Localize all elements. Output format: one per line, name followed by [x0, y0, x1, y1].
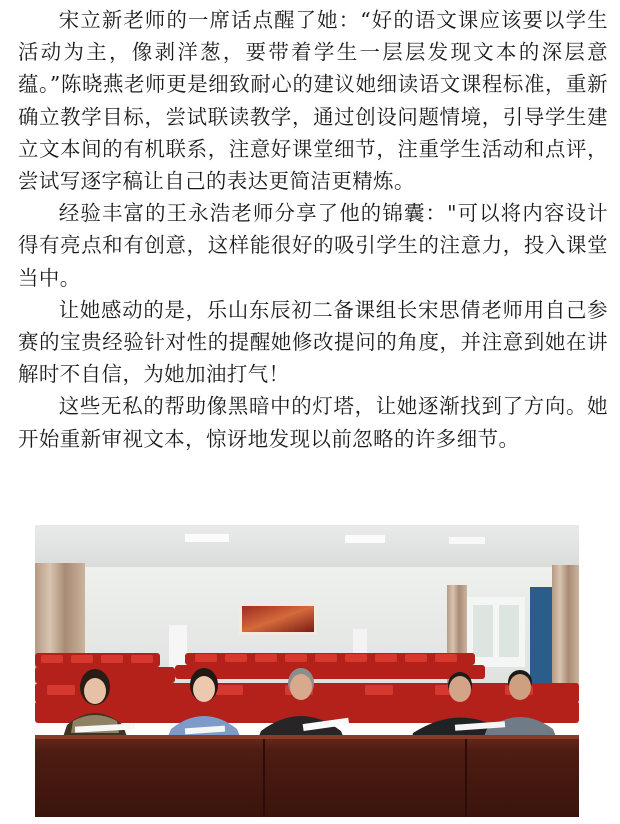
meeting-room-photo [35, 525, 579, 817]
paragraph-2: 经验丰富的王永浩老师分享了他的锦囊："可以将内容设计得有亮点和有创意，这样能很好的吸引学生的注意力，投入课堂当中。 [18, 201, 608, 290]
paragraph-3: 让她感动的是，乐山东辰初二备课组长宋思倩老师用自己参赛的宝贵经验针对性的提醒她修改提问的角度，并注意到她在讲解时不自信，为她加油打气！ [18, 297, 608, 387]
article-body [18, 4, 608, 455]
paragraph-1: 宋立新老师的一席话点醒了她：“好的语文课应该要以学生活动为主，像剥洋葱，要带着学生一层层发现文本的深层意蕴。”陈晓燕老师更是细致耐心的建议她细读语文课程标准，重新确立教学目标，尝试联读教学，通过创设问题情境，引导学生建立文本间的有机联系，注意好课堂细节，注重学生活动和点评，尝试写逐字稿让自己的表达更简洁更精炼。 [18, 8, 608, 194]
paragraph-4: 这些无私的帮助像黑暗中的灯塔，让她逐渐找到了方向。她开始重新审视文本，惊讶地发现以前忽略的许多细节。 [18, 394, 608, 451]
